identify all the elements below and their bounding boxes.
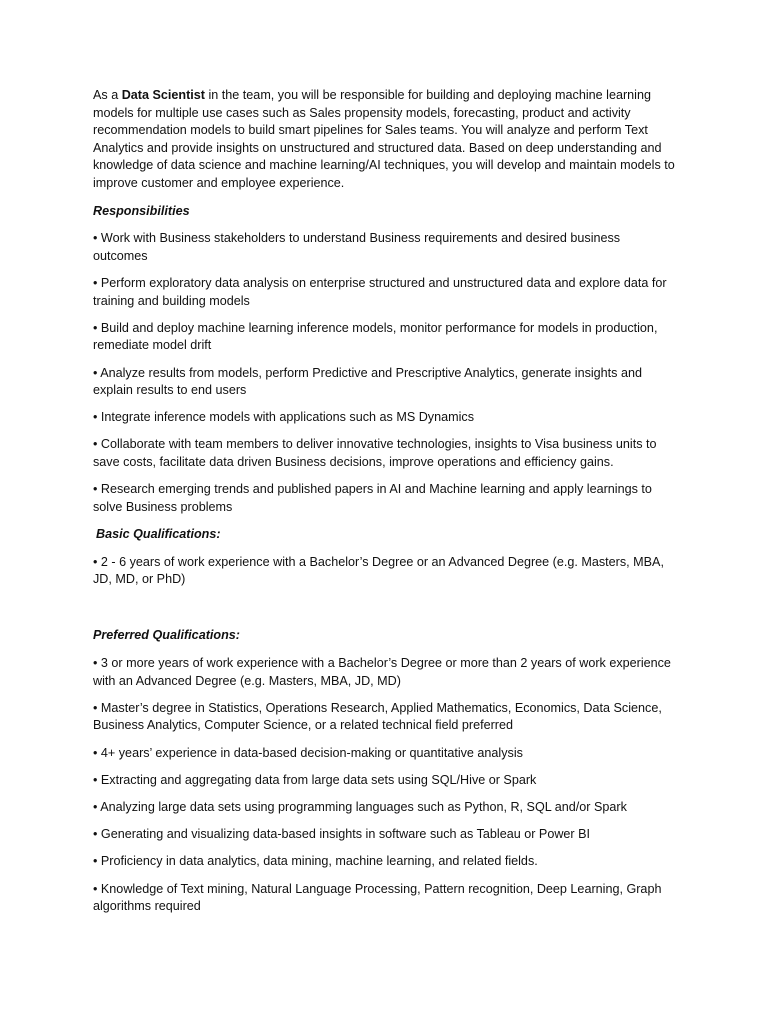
responsibility-item: • Perform exploratory data analysis on enterprise structured and unstructured data and explore data for training and building models bbox=[93, 275, 667, 308]
responsibility-item: • Analyze results from models, perform Predictive and Prescriptive Analytics, generate insights and explain results to end users bbox=[93, 365, 642, 398]
preferred-qualification-item: • Knowledge of Text mining, Natural Language Processing, Pattern recognition, Deep Learning, Graph algorithms required bbox=[93, 881, 662, 914]
preferred-qualification-item: • Analyzing large data sets using programming languages such as Python, R, SQL and/or Spark bbox=[93, 799, 627, 814]
preferred-qualifications-heading: Preferred Qualifications: bbox=[93, 628, 240, 643]
responsibility-item: • Work with Business stakeholders to understand Business requirements and desired business outcomes bbox=[93, 231, 621, 263]
intro-prefix: As a bbox=[93, 88, 122, 102]
responsibility-item: • Build and deploy machine learning inference models, monitor performance for models in production, remediate model drift bbox=[93, 320, 658, 353]
preferred-qualification-item: • Proficiency in data analytics, data mining, machine learning, and related fields. bbox=[93, 854, 538, 869]
responsibility-item: • Research emerging trends and published papers in AI and Machine learning and apply learnings to solve Business problems bbox=[93, 482, 652, 514]
section-spacer bbox=[93, 598, 678, 627]
intro-body: in the team, you will be responsible for building and deploying machine learning models for multiple use cases such as Sales propensity models, forecasting, product and activity recommendation models to build smart pipelines for Sales teams. You will analyze and perform Text Analytics and provide insights on unstructured and structured data. Based on deep understanding and knowledge of data science and machine learning/AI techniques, you will develop and maintain models to improve customer and employee experience. bbox=[93, 88, 675, 190]
preferred-qualification-item: • 4+ years’ experience in data-based decision-making or quantitative analysis bbox=[93, 745, 523, 760]
responsibilities-heading: Responsibilities bbox=[93, 203, 190, 218]
basic-qualifications-heading: Basic Qualifications: bbox=[96, 527, 221, 542]
preferred-qualification-item: • Extracting and aggregating data from large data sets using SQL/Hive or Spark bbox=[93, 772, 537, 787]
responsibility-item: • Collaborate with team members to deliver innovative technologies, insights to Visa business units to save costs, facilitate data driven Business decisions, improve operations and efficiency gains. bbox=[93, 437, 657, 470]
intro-paragraph bbox=[93, 87, 678, 193]
intro-role: Data Scientist bbox=[121, 88, 205, 102]
preferred-qualification-item: • 3 or more years of work experience with a Bachelor’s Degree or more than 2 years of work experience with an Advanced Degree (e.g. Masters, MBA, JD, MD) bbox=[93, 656, 671, 688]
preferred-qualification-item: • Master’s degree in Statistics, Operations Research, Applied Mathematics, Economics, Data Science, Business Analytics, Computer Science, or a related technical field preferred bbox=[93, 700, 662, 733]
preferred-qualification-item: • Generating and visualizing data-based insights in software such as Tableau or Power BI bbox=[93, 827, 591, 842]
basic-qualification-item: • 2 - 6 years of work experience with a Bachelor’s Degree or an Advanced Degree (e.g. Masters, MBA, JD, MD, or PhD) bbox=[93, 554, 664, 587]
responsibility-item: • Integrate inference models with applications such as MS Dynamics bbox=[93, 410, 474, 425]
